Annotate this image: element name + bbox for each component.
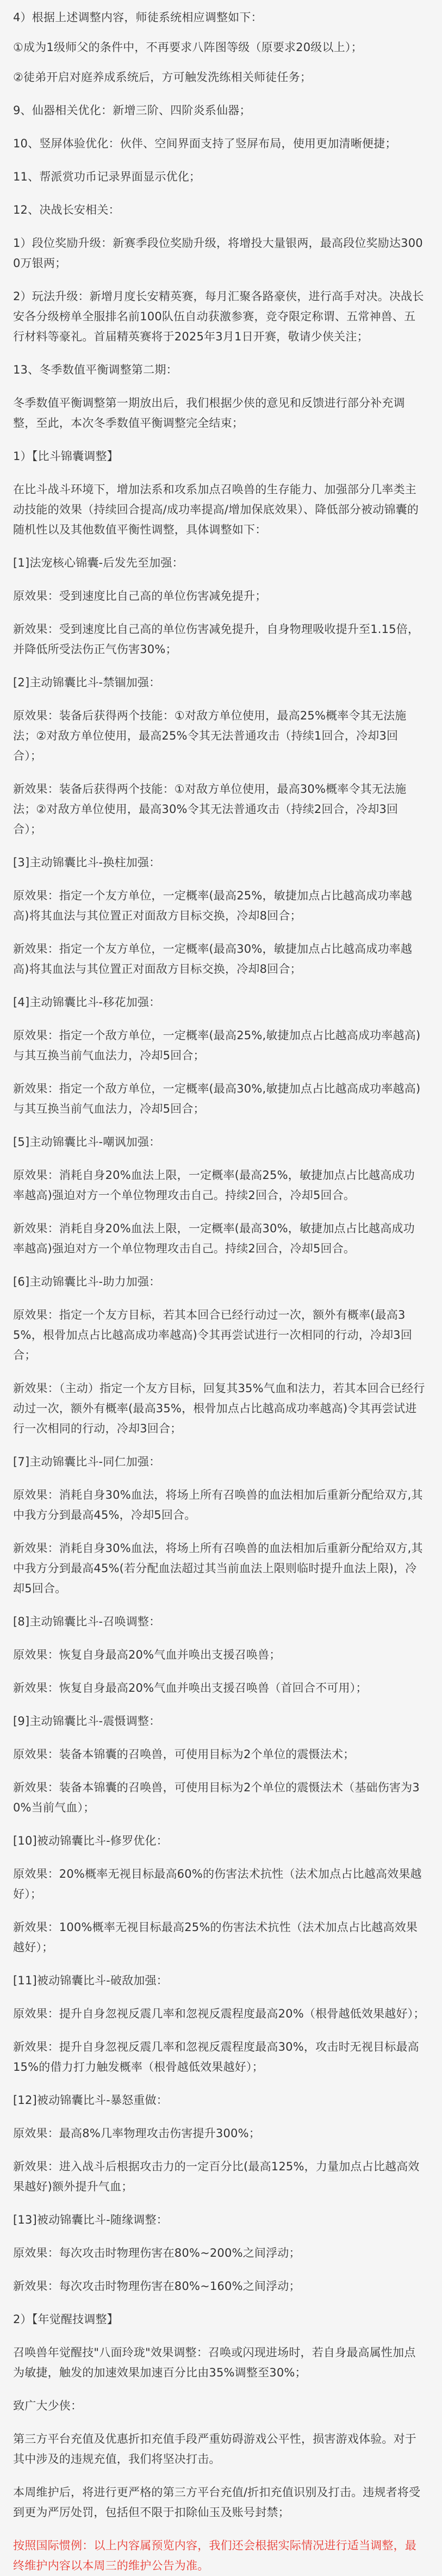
notice-recharge-warning: 第三方平台充值及优惠折扣充值手段严重妨碍游戏公平性，损害游戏体验。对于其中涉及的违规充值，我们将坚决打击。 [13,2432,416,2466]
pouch-7-new: 新效果：消耗自身30%血法，将场上所有召唤兽的血法相加后重新分配给双方,其中我方分到最高45%(若分配血法超过其当前血法上限则临时提升血法上限)，冷却5回合。 [13,1542,423,1595]
pouch-1-heading: [1]法宠核心锦囊-后发先至加强： [13,556,184,569]
pouch-9-old: 原效果：装备本锦囊的召唤兽，可使用目标为2个单位的震慑法术； [13,1748,355,1761]
pouch-10-new: 新效果：100%概率无视目标最高25%的伤害法术抗性（法术加点占比越高效果越好）； [13,1921,418,1954]
pouch-12-new: 新效果：进入战斗后根据攻击力的一定百分比(最高125%，力量加点占比越高效果越好)额外提升气血； [13,2160,420,2193]
pouch-adjust-heading: 1）【比斗锦囊调整】 [13,450,119,463]
mentor-adjust-item-1: ①成为1级师父的条件中，不再要求八阵图等级（原要求20级以上）； [13,41,363,54]
pouch-10-old: 原效果：20%概率无视目标最高60%的伤害法术抗性（法术加点占比越高效果越好）； [13,1867,422,1901]
pouch-8-heading: [8]主动锦囊比斗-召唤调整： [13,1615,161,1628]
mentor-adjust-heading: 4）根据上述调整内容，师徒系统相应调整如下： [13,11,263,24]
pouch-13-heading: [13]被动锦囊比斗-随缘调整： [13,2213,168,2226]
section-12-item-2: 2）玩法升级：新增月度长安精英赛，每月汇聚各路豪侠，进行高手对决。决战长安各分级榜单全服排名前100队伍自动获激参赛，竞夺限定称谓、五常神兽、五行材料等豪礼。首届精英赛将于2025年3月1日开赛，敬请少侠关注； [13,290,424,343]
pouch-8-old: 原效果：恢复自身最高20%气血并唤出支援召唤兽； [13,1648,281,1661]
pouch-2-old: 原效果：装备后获得两个技能：①对敌方单位使用，最高25%概率令其无法施法；②对敌方单位使用，最高25%令其无法普通攻击（持续1回合，冷却3回合）； [13,709,407,762]
pouch-5-old: 原效果：消耗自身20%血法上限，一定概率(最高25%，敏捷加点占比越高成功率越高)强迫对方一个单位物理攻击自己。持续2回合，冷却5回合。 [13,1169,415,1202]
pouch-4-heading: [4]主动锦囊比斗-移花加强： [13,996,161,1009]
awakening-adjust-text: 召唤兽年觉醒技"八面玲珑"效果调整：召唤或闪现进场时，若自身最高属性加点为敏捷，触发的加速效果加速百分比由35%调整至30%； [13,2346,416,2379]
pouch-3-heading: [3]主动锦囊比斗-换柱加强： [13,856,161,869]
pouch-6-old: 原效果：指定一个友方目标，若其本回合已经行动过一次，额外有概率(最高35%，根骨加点占比越高成功率越高)令其再尝试进行一次相同的行动，冷却3回合； [13,1308,413,1362]
pouch-4-old: 原效果：指定一个敌方单位，一定概率(最高25%,敏捷加点占比越高成功率越高)与其互换当前气血法力，冷却5回合； [13,1029,421,1062]
section-12-heading: 12、决战长安相关： [13,203,120,216]
pouch-13-new: 新效果：每次攻击时物理伤害在80%~160%之间浮动； [13,2280,301,2293]
section-13-intro: 冬季数值平衡调整第一期放出后，我们根据少侠的意见和反馈进行部分补充调整，至此，本次冬季数值平衡调整完全结束； [13,396,405,430]
section-10-portrait: 10、竖屏体验优化：伙伴、空间界面支持了竖屏布局，使用更加清晰便捷； [13,137,397,150]
pouch-12-heading: [12]被动锦囊比斗-暴怒重做： [13,2094,168,2107]
notice-penalty: 本周维护后，将进行更严格的第三方平台充值/折扣充值识别及打击。违规者将受到更为严厉处罚，包括但不限于扣除仙玉及账号封禁； [13,2486,421,2519]
pouch-7-heading: [7]主动锦囊比斗-同仁加强： [13,1455,161,1468]
pouch-10-heading: [10]被动锦囊比斗-修罗优化： [13,1834,168,1847]
awakening-adjust-heading: 2）【年觉醒技调整】 [13,2313,119,2326]
section-13-heading: 13、冬季数值平衡调整第二期： [13,363,178,376]
section-11-guild: 11、帮派赏功币记录界面显示优化； [13,170,201,183]
pouch-1-new: 新效果：受到速度比自己高的单位伤害减免提升，自身物理吸收提升至1.15倍，并降低所受法伤正气伤害30%； [13,623,420,656]
pouch-8-new: 新效果：恢复自身最高20%气血并唤出支援召唤兽（首回合不可用）； [13,1681,368,1694]
pouch-11-heading: [11]被动锦囊比斗-破敌加强： [13,1974,168,1987]
pouch-9-heading: [9]主动锦囊比斗-震慑调整： [13,1715,161,1728]
pouch-11-new: 新效果：提升自身忽视反震几率和忽视反震程度最高30%，攻击时无视目标最高15%的借力打力触发概率（根骨越低效果越好）； [13,2040,419,2074]
pouch-4-new: 新效果：指定一个敌方单位，一定概率(最高30%,敏捷加点占比越高成功率越高)与其互换当前气血法力，冷却5回合； [13,1082,421,1115]
pouch-6-heading: [6]主动锦囊比斗-助力加强： [13,1275,161,1288]
pouch-5-new: 新效果：消耗自身20%血法上限，一定概率(最高30%，敏捷加点占比越高成功率越高)强迫对方一个单位物理攻击自己。持续2回合，冷却5回合。 [13,1222,415,1255]
pouch-6-new: 新效果：（主动）指定一个友方目标，回复其35%气血和法力，若其本回合已经行动过一次，额外有概率(最高35%，根骨加点占比越高成功率越高)令其再尝试进行一次相同的行动，冷却3回合； [13,1382,425,1435]
section-12-item-1: 1）段位奖励升级：新赛季段位奖励升级，将增投大量银两，最高段位奖励达3000万银两； [13,237,423,270]
pouch-1-old: 原效果：受到速度比自己高的单位伤害减免提升； [13,589,267,603]
pouch-9-new: 新效果：装备本锦囊的召唤兽，可使用目标为2个单位的震慑法术（基础伤害为30%当前气血）； [13,1781,420,1814]
pouch-2-heading: [2]主动锦囊比斗-禁锢加强： [13,676,161,689]
pouch-11-old: 原效果：提升自身忽视反震几率和忽视反震程度最高20%（根骨越低效果越好）； [13,2007,425,2020]
notice-salutation: 致广大少侠： [13,2399,83,2412]
pouch-3-new: 新效果：指定一个友方单位，一定概率(最高30%，敏捷加点占比越高成功率越高)将其血法与其位置正对面敌方目标交换，冷却8回合； [13,942,413,976]
pouch-13-old: 原效果：每次攻击时物理伤害在80%~200%之间浮动； [13,2246,301,2260]
section-9-artifact: 9、仙器相关优化：新增三阶、四阶炎系仙器； [13,104,251,117]
pouch-2-new: 新效果：装备后获得两个技能：①对敌方单位使用，最高30%概率令其无法施法；②对敌方单位使用，最高30%令其无法普通攻击（持续2回合，冷却3回合）； [13,783,407,836]
preview-disclaimer: 按照国际惯例：以上内容属预览内容，我们还会根据实际情况进行适当调整，最终维护内容以本周三的维护公告为准。 [13,2539,416,2572]
mentor-adjust-item-2: ②徒弟开启对庭养成系统后，方可触发洗练相关师徒任务； [13,71,312,84]
pouch-3-old: 原效果：指定一个友方单位，一定概率(最高25%，敏捷加点占比越高成功率越高)将其血法与其位置正对面敌方目标交换，冷却8回合； [13,889,413,922]
pouch-5-heading: [5]主动锦囊比斗-嘲讽加强： [13,1135,161,1149]
pouch-7-old: 原效果：消耗自身30%血法，将场上所有召唤兽的血法相加后重新分配给双方,其中我方分到最高45%，冷却5回合。 [13,1488,423,1522]
pouch-adjust-intro: 在比斗战斗环境下，增加法系和攻系加点召唤兽的生存能力、加强部分几率类主动技能的效果（持续回合提高/成功率提高/增加保底效果）、降低部分被动锦囊的随机性以及其他数值平衡性调整，具体调整如下： [13,483,419,536]
pouch-12-old: 原效果：最高8%几率物理攻击伤害提升300%； [13,2127,260,2140]
